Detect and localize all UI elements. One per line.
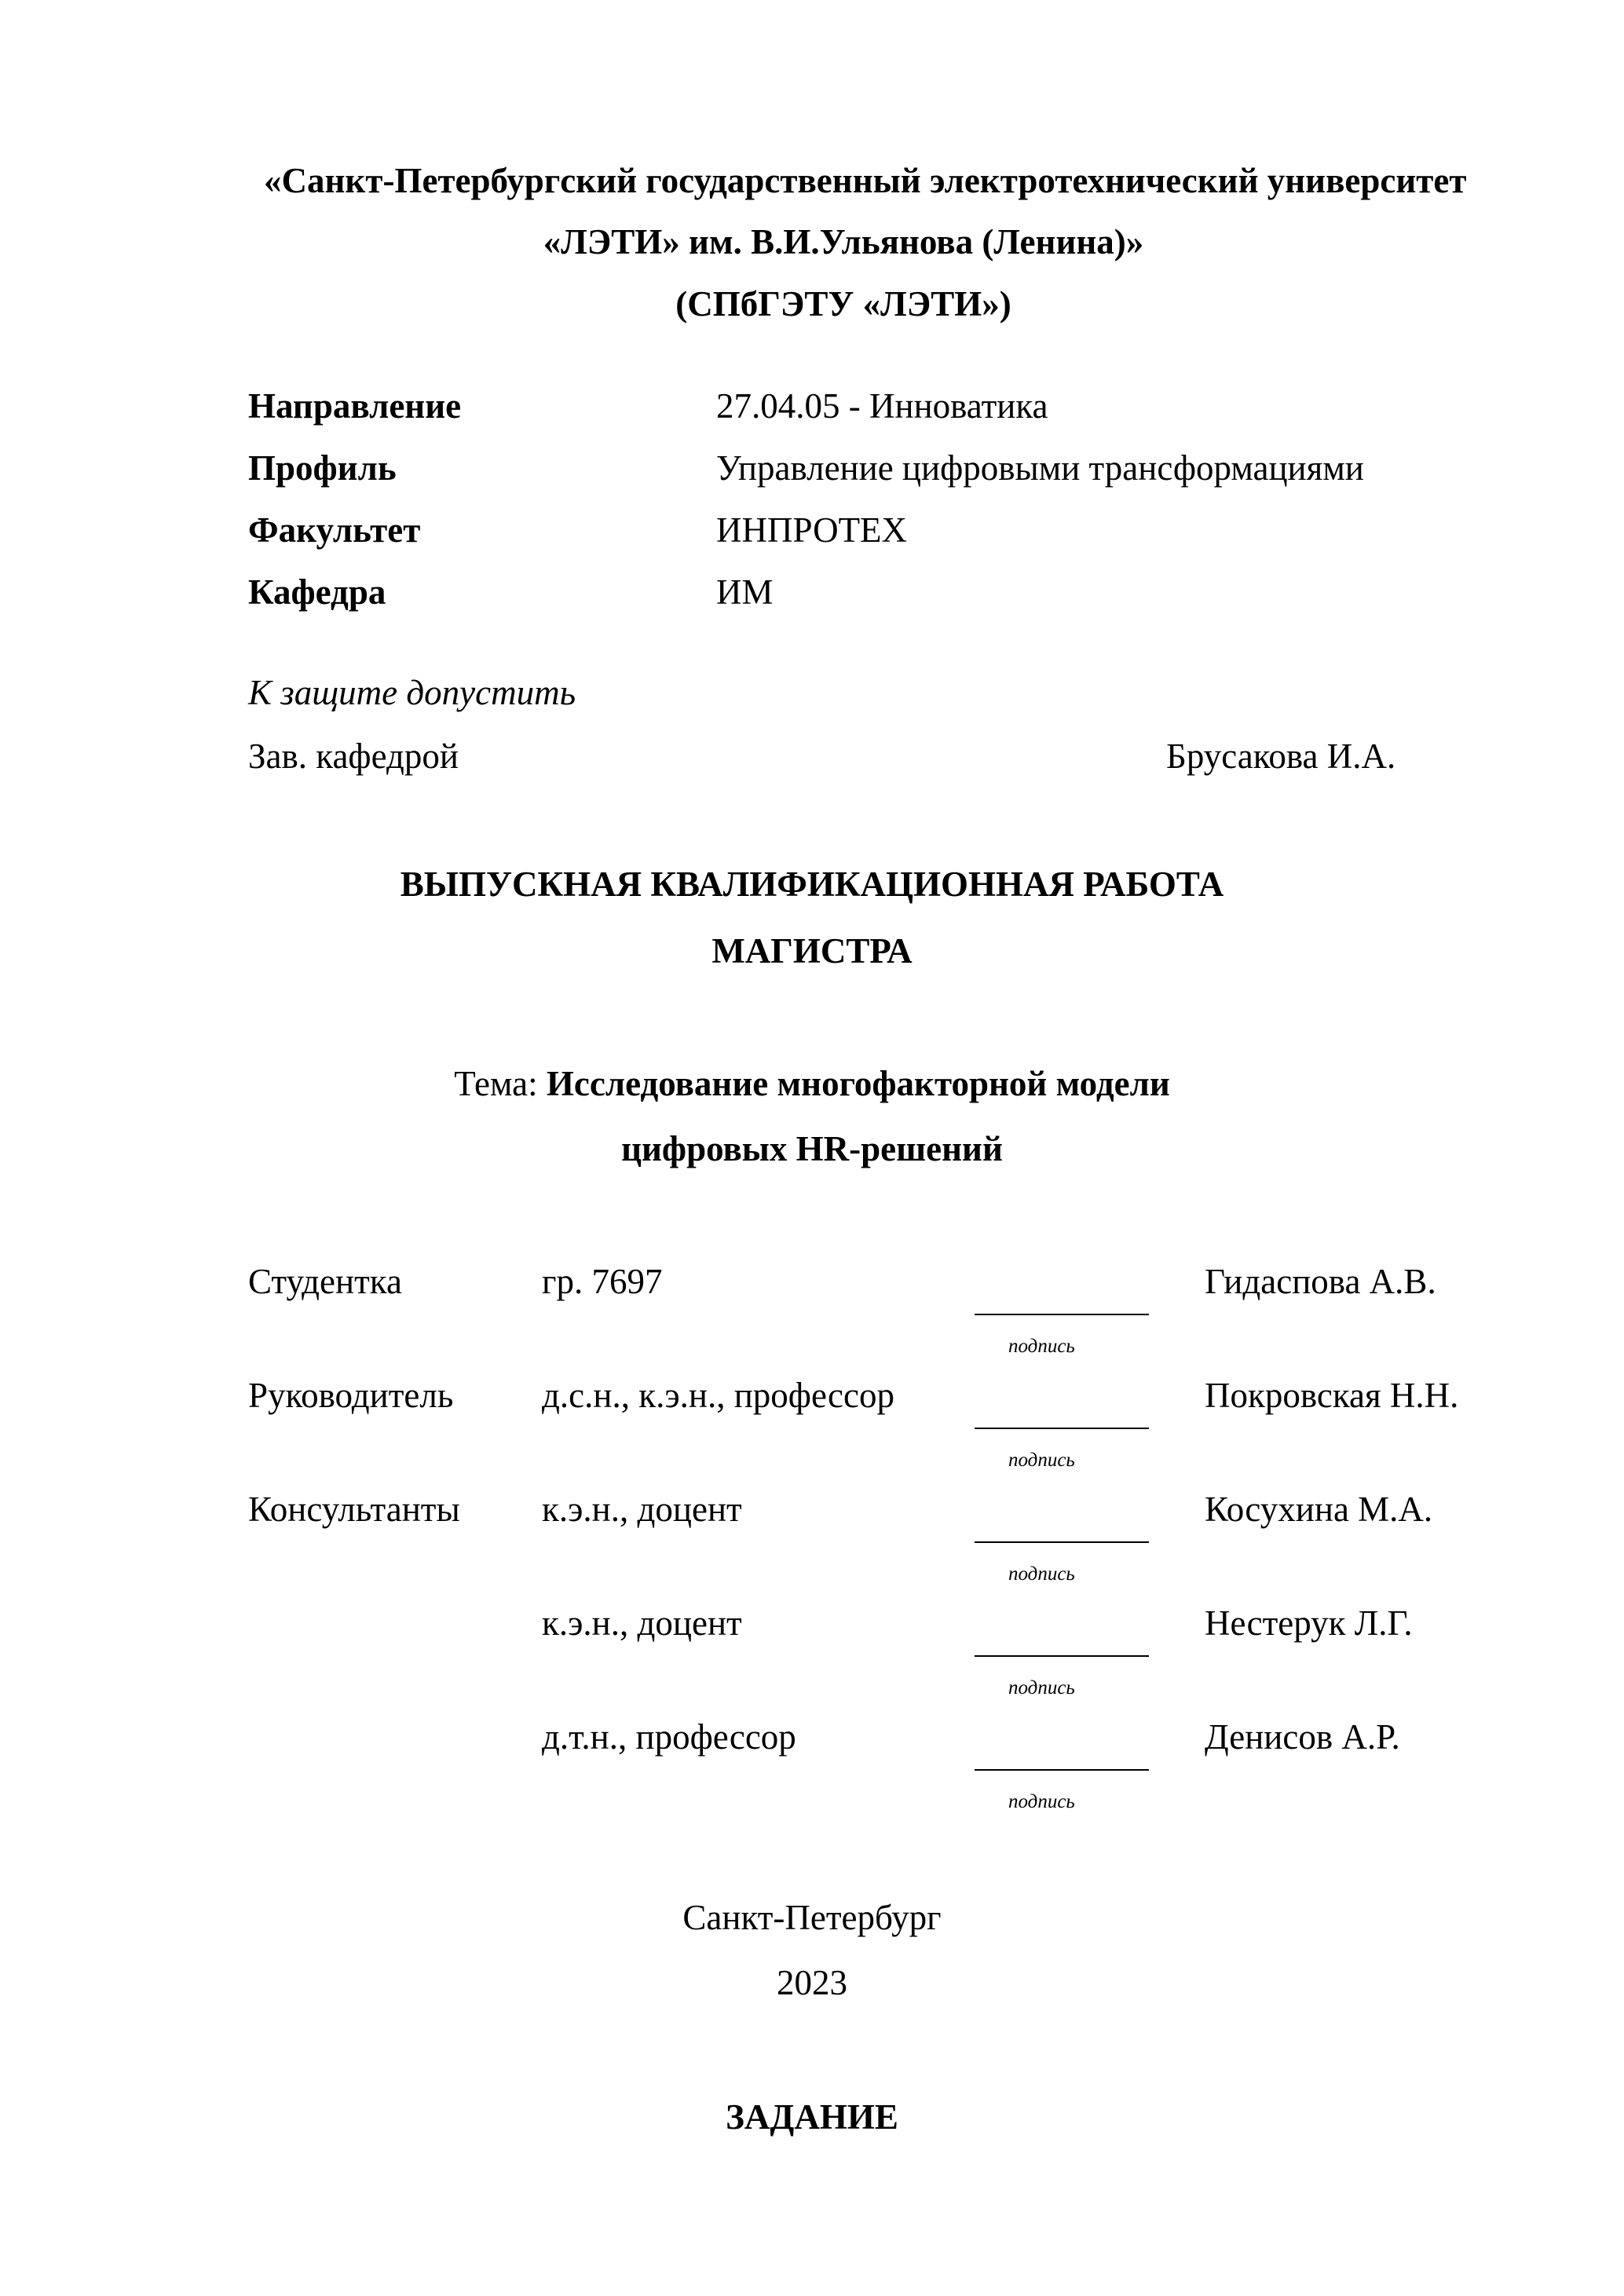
university-abbreviation: (СПбГЭТУ «ЛЭТИ») — [675, 284, 1011, 324]
topic-prefix: Тема: — [454, 1064, 547, 1103]
signature-line — [975, 1428, 1149, 1429]
signature-line — [975, 1769, 1149, 1771]
document-title-line1: ВЫПУСКНАЯ КВАЛИФИКАЦИОННАЯ РАБОТА — [400, 865, 1224, 904]
document-title-line2: МАГИСТРА — [711, 931, 913, 971]
signature-caption: подпись — [1008, 1677, 1075, 1698]
signature-role: Консультанты — [248, 1490, 460, 1529]
signature-name: Гидаспова А.В. — [1205, 1262, 1436, 1301]
signature-caption: подпись — [1008, 1791, 1075, 1812]
signature-caption: подпись — [1008, 1336, 1075, 1357]
year: 2023 — [777, 1963, 847, 2002]
info-label-direction: Направление — [248, 386, 462, 426]
signature-line — [975, 1541, 1149, 1543]
signature-rank: к.э.н., доцент — [542, 1490, 742, 1529]
info-label-faculty: Факультет — [248, 510, 421, 550]
signature-caption: подпись — [1008, 1450, 1075, 1471]
signature-role: Студентка — [248, 1262, 402, 1301]
signature-line — [975, 1314, 1149, 1315]
approval-note: К защите допустить — [248, 673, 576, 712]
signature-name: Покровская Н.Н. — [1205, 1376, 1459, 1415]
approval-name: Брусакова И.А. — [1166, 737, 1396, 776]
info-value-profile: Управление цифровыми трансформациями — [716, 448, 1364, 488]
signature-name: Денисов А.Р. — [1205, 1717, 1400, 1757]
section-heading-assignment: ЗАДАНИЕ — [726, 2097, 898, 2137]
signature-rank: к.э.н., доцент — [542, 1603, 742, 1643]
approval-role: Зав. кафедрой — [248, 737, 459, 776]
signature-rank: д.т.н., профессор — [542, 1717, 796, 1757]
info-value-faculty: ИНПРОТЕХ — [716, 510, 908, 550]
info-label-profile: Профиль — [248, 448, 397, 488]
signature-line — [975, 1655, 1149, 1657]
topic-line2: цифровых HR-решений — [621, 1129, 1003, 1168]
signature-role: Руководитель — [248, 1376, 454, 1415]
info-value-direction: 27.04.05 - Инноватика — [716, 386, 1048, 426]
topic-text-line1: Исследование многофакторной модели — [546, 1064, 1170, 1103]
signature-name: Нестерук Л.Г. — [1205, 1603, 1413, 1643]
info-label-department: Кафедра — [248, 572, 386, 612]
topic-line1 — [0, 1066, 1624, 1102]
city: Санкт-Петербург — [682, 1898, 942, 1937]
university-name-line2: «ЛЭТИ» им. В.И.Ульянова (Ленина)» — [543, 222, 1144, 261]
signature-rank: гр. 7697 — [542, 1262, 663, 1301]
signature-name: Косухина М.А. — [1205, 1490, 1433, 1529]
signature-rank: д.с.н., к.э.н., профессор — [542, 1376, 894, 1415]
signature-caption: подпись — [1008, 1563, 1075, 1585]
university-name-line1: «Санкт-Петербургский государственный электротехнический университет — [264, 161, 1467, 200]
info-value-department: ИМ — [716, 572, 774, 612]
